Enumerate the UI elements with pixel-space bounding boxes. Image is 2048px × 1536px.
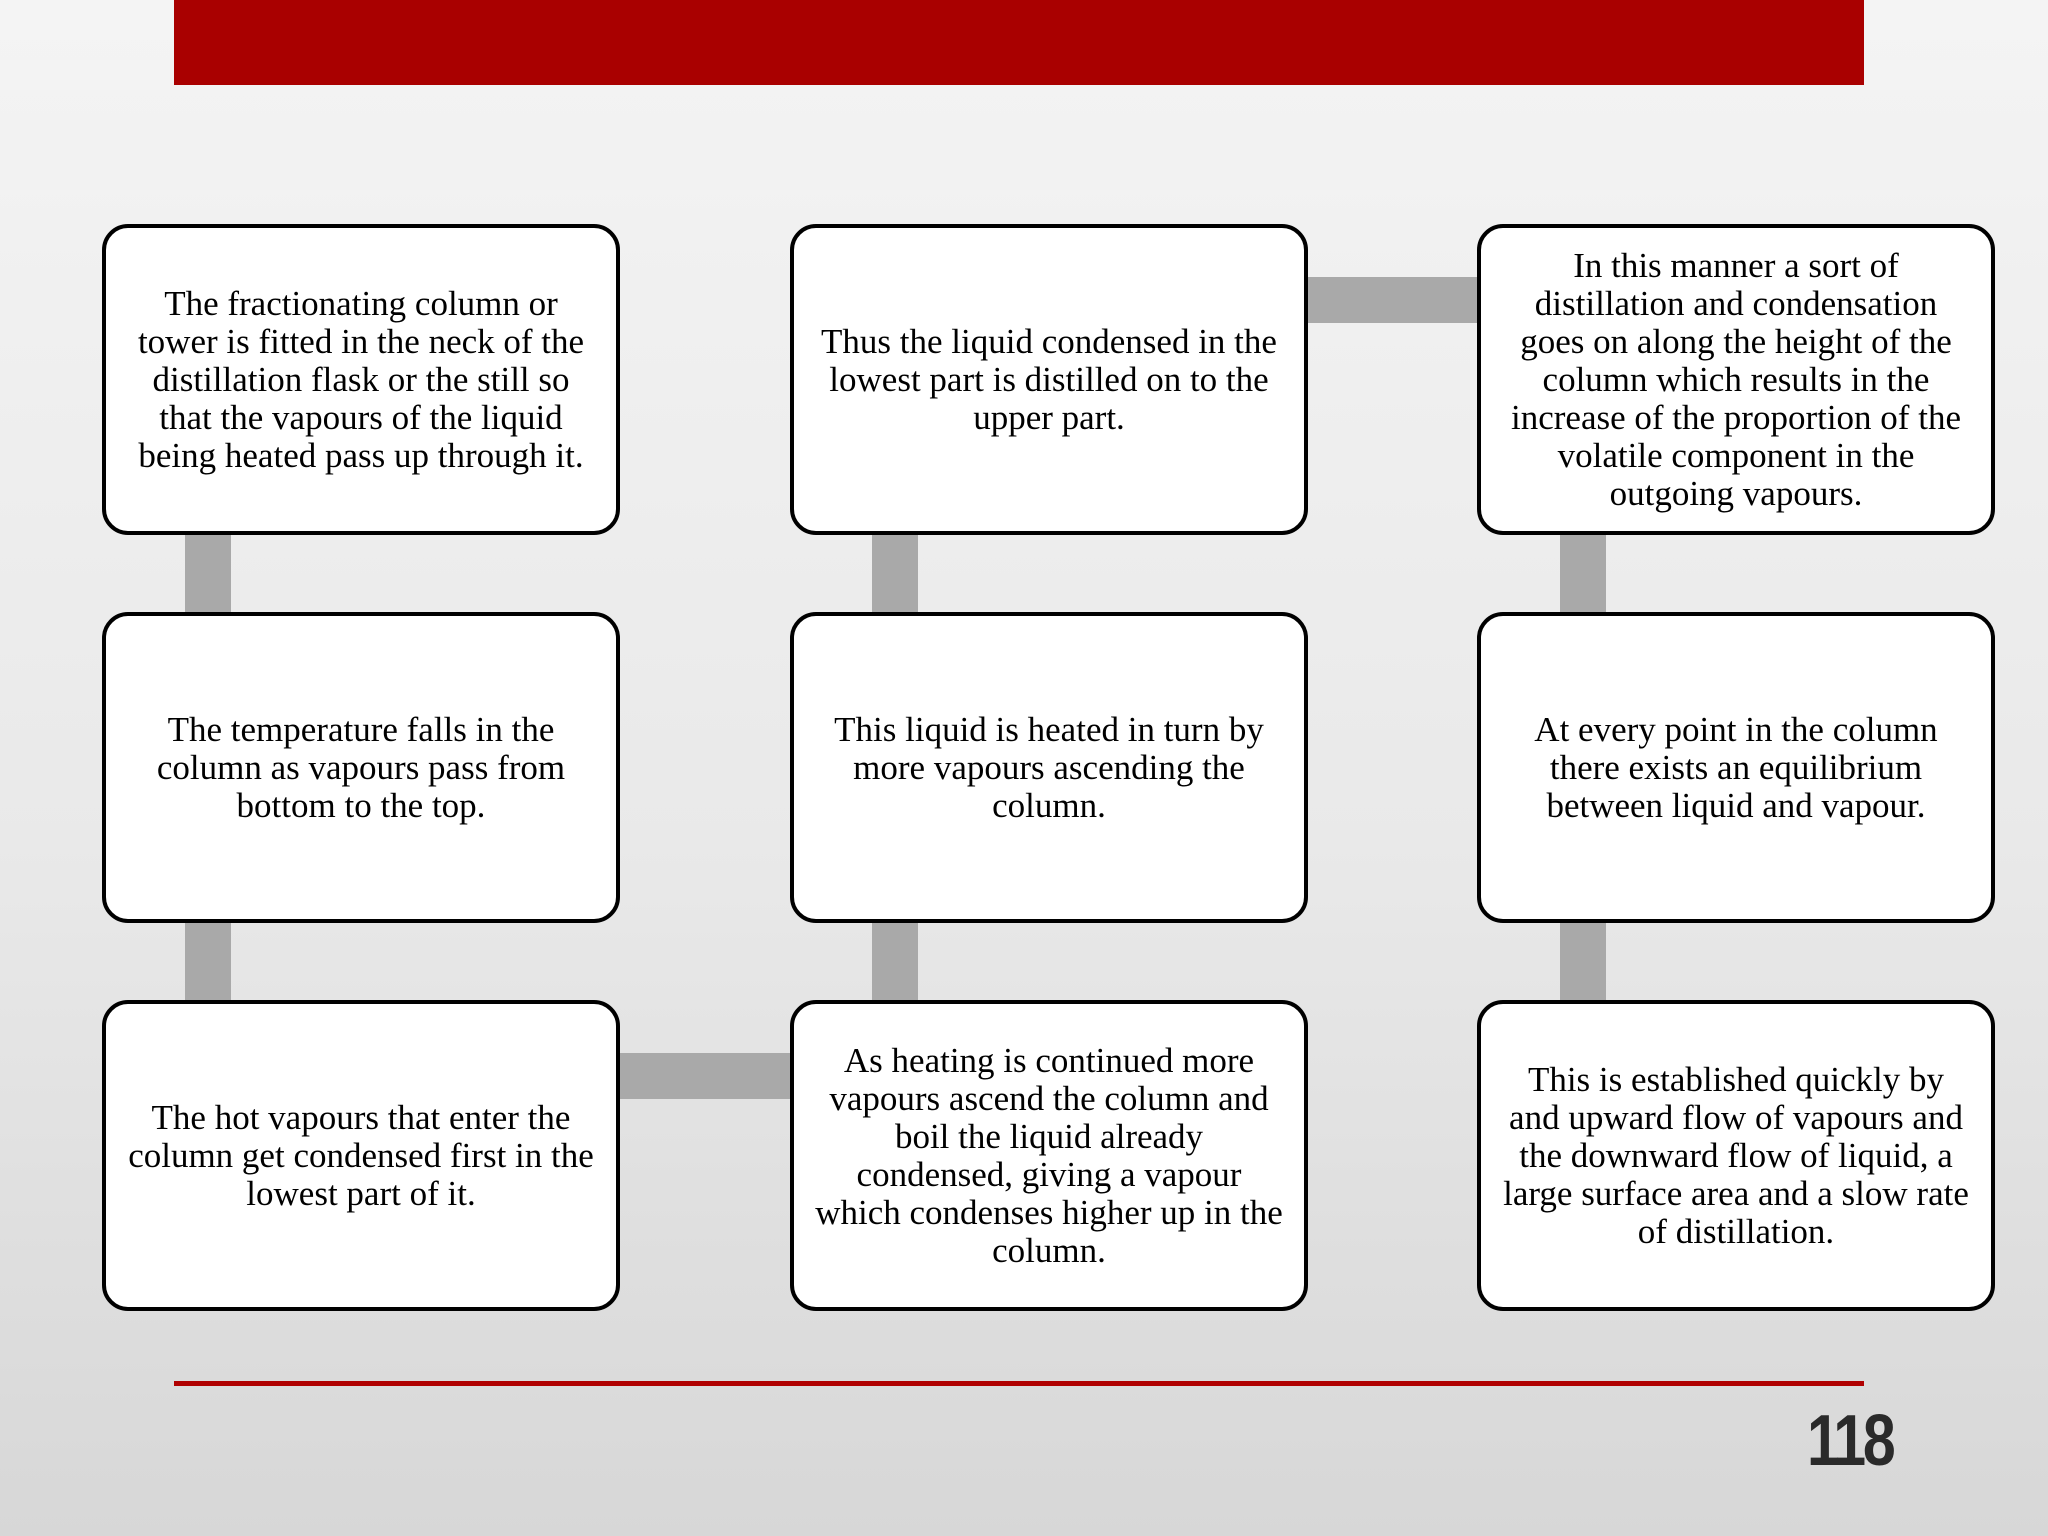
flow-step-7-text: In this manner a sort of distillation and condensation goes on along the height of the column which results in the increase of the proportion of the volatile component in the outgoing vapours. bbox=[1511, 245, 1961, 513]
flow-step-2-text: The temperature falls in the column as vapours pass from bottom to the top. bbox=[156, 709, 566, 825]
footer-divider bbox=[174, 1381, 1864, 1386]
connector-step1-step2 bbox=[185, 533, 231, 615]
connector-step5-step6 bbox=[872, 533, 918, 615]
flow-step-9 bbox=[1477, 1000, 1995, 1311]
flow-step-2 bbox=[102, 612, 620, 923]
connector-step8-step9 bbox=[1560, 921, 1606, 1003]
flow-step-9-text: This is established quickly by and upward flow of vapours and the downward flow of liquid, a large surface area and a slow rate of distillation. bbox=[1503, 1059, 1969, 1251]
flow-step-7 bbox=[1477, 224, 1995, 535]
connector-step4-step5 bbox=[872, 921, 918, 1003]
header-accent-bar bbox=[174, 0, 1864, 85]
flow-step-6 bbox=[790, 224, 1308, 535]
flow-step-1 bbox=[102, 224, 620, 535]
connector-step3-step4 bbox=[619, 1053, 793, 1099]
flow-step-4 bbox=[790, 1000, 1308, 1311]
flow-step-3 bbox=[102, 1000, 620, 1311]
flow-step-1-text: The fractionating column or tower is fitted in the neck of the distillation flask or the still so that the vapours of the liquid being heated pass up through it. bbox=[137, 283, 585, 475]
connector-step6-step7 bbox=[1306, 277, 1480, 323]
flow-step-5-text: This liquid is heated in turn by more vapours ascending the column. bbox=[834, 709, 1264, 825]
flow-step-5 bbox=[790, 612, 1308, 923]
page-number: 118 bbox=[1807, 1401, 1893, 1481]
flow-step-8 bbox=[1477, 612, 1995, 923]
flow-step-6-text: Thus the liquid condensed in the lowest part is distilled on to the upper part. bbox=[821, 321, 1277, 437]
flow-step-3-text: The hot vapours that enter the column get condensed first in the lowest part of it. bbox=[128, 1097, 594, 1213]
connector-step2-step3 bbox=[185, 921, 231, 1003]
flow-step-4-text: As heating is continued more vapours ascend the column and boil the liquid already condensed, giving a vapour which condenses higher up in the column. bbox=[815, 1040, 1283, 1270]
flow-step-8-text: At every point in the column there exists an equilibrium between liquid and vapour. bbox=[1534, 709, 1938, 825]
connector-step7-step8 bbox=[1560, 533, 1606, 615]
